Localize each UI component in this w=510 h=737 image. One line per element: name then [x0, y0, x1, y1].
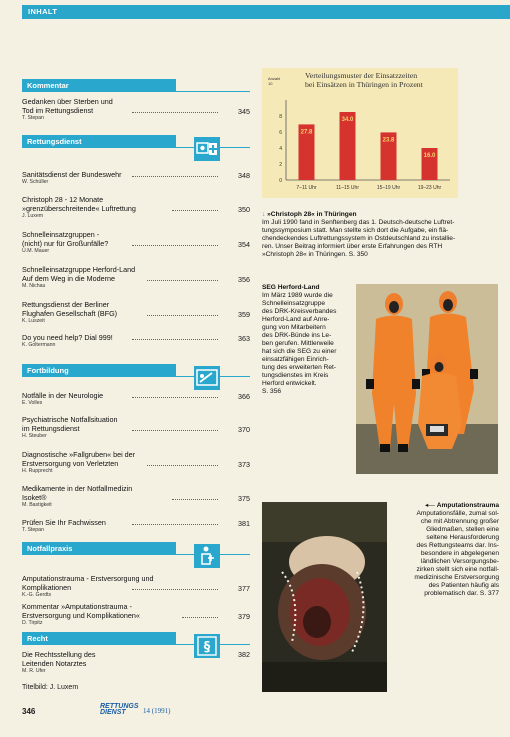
x-tick-label: 7–11 Uhr	[296, 185, 317, 191]
entry-page: 356	[238, 275, 250, 284]
dot-leader	[172, 499, 218, 500]
toc-entry[interactable]	[22, 391, 250, 407]
dot-leader	[147, 280, 218, 281]
data-label: 16.0	[423, 153, 436, 159]
entry-page: 382	[238, 650, 250, 659]
dot-leader	[132, 589, 218, 590]
entry-title: Kommentar »Amputationstrauma -	[22, 602, 132, 611]
x-tick-label: 15–19 Uhr	[376, 185, 401, 191]
toc-entry[interactable]	[22, 574, 250, 599]
entry-author: M. R. Ufer	[22, 668, 46, 674]
dot-leader	[147, 315, 218, 316]
entry-page: 381	[238, 519, 250, 528]
dot-leader	[132, 112, 218, 113]
entry-title: Amputationstrauma - Erstversorgung und	[22, 574, 154, 583]
entry-title-line2: Isoket®	[22, 493, 47, 502]
y-tick-label: 4	[279, 146, 282, 152]
section-recht: Recht	[22, 632, 176, 645]
section-kommentar: Kommentar	[22, 79, 176, 92]
dot-leader	[132, 430, 218, 431]
dot-leader	[172, 210, 218, 211]
caption-line: ren. Unser Beitrag informiert über erste Erfahrungen des RTH	[262, 243, 443, 250]
entry-author: E. Volles	[22, 400, 43, 406]
toc-entry[interactable]	[22, 170, 250, 186]
entry-title: Sanitätsdienst der Bundeswehr	[22, 170, 122, 179]
entry-author: K. Luszeit	[22, 318, 45, 324]
entry-title: Prüfen Sie Ihr Fachwissen	[22, 518, 106, 527]
dot-leader	[132, 524, 218, 525]
arrow-icon: ↓	[262, 211, 266, 218]
data-label: 23.8	[382, 137, 395, 144]
entry-title-line2: »grenzüberschreitende« Luftrettung	[22, 204, 136, 213]
entry-title-line2: im Rettungsdienst	[22, 424, 80, 433]
caption-christoph	[262, 211, 497, 259]
entry-title: Notfälle in der Neurologie	[22, 391, 104, 400]
caption-head: SEG Herford-Land	[262, 284, 320, 291]
entry-page: 345	[238, 107, 250, 116]
entry-author: K. Goltermann	[22, 342, 56, 348]
entry-title: Rettungsdienst der Berliner	[22, 300, 110, 309]
chart-plot	[262, 68, 458, 198]
toc-entry[interactable]	[22, 650, 250, 675]
header-bar	[22, 5, 510, 19]
entry-page: 377	[238, 584, 250, 593]
seg-photo	[356, 284, 498, 474]
entry-author: T. Stepan	[22, 527, 44, 533]
caption-line: chendeckendes Luftrettungssystem in Ostdeutschland zu installie-	[262, 235, 456, 242]
caption-line: »Christoph 28« in Thüringen. S. 350	[262, 251, 368, 258]
dot-leader	[132, 245, 218, 246]
bar-chart	[262, 68, 458, 198]
entry-page: 379	[238, 612, 250, 621]
entry-title-line2: Erstversorgung von Verletzten	[22, 459, 119, 468]
entry-title: Schnelleinsatzgruppe Herford-Land	[22, 265, 136, 274]
entry-title-line2: Leitenden Notarztes	[22, 659, 87, 668]
entry-author: T. Stepan	[22, 115, 44, 121]
section-divider	[22, 91, 250, 92]
entry-page: 366	[238, 392, 250, 401]
entry-author: H. Rupprecht	[22, 468, 53, 474]
entry-author: W. Schüller	[22, 179, 49, 185]
entry-author: J. Luxem	[22, 213, 44, 219]
ambulance-icon	[194, 137, 220, 161]
entry-author: U.M. Mauer	[22, 248, 50, 254]
dot-leader	[182, 617, 218, 618]
entry-title: Christoph 28 - 12 Monate	[22, 195, 104, 204]
dot-leader	[132, 176, 218, 177]
toc-entry[interactable]	[22, 333, 250, 349]
data-label: 27.8	[300, 129, 313, 136]
section-fortbildung: Fortbildung	[22, 364, 176, 377]
entry-page: 354	[238, 240, 250, 249]
toc-entry[interactable]	[22, 195, 250, 220]
toc-entry[interactable]	[22, 484, 250, 509]
entry-title: Gedanken über Sterben und	[22, 97, 113, 106]
entry-title-line2: Flughafen Gesellschaft (BFG)	[22, 309, 118, 318]
section-rettungsdienst: Rettungsdienst	[22, 135, 176, 148]
magazine-logo: RETTUNGS DIENST	[100, 703, 139, 716]
entry-title: Psychiatrische Notfallsituation	[22, 415, 118, 424]
caption-amputation: ◂— Amputationstrauma Amputationsfälle, zumal sol- che mit Abtrennung großer Gliedmaßen, stellen eine seltene Herausforderung des Rettungsteams dar. Ins- besondere in abgelegenen ländlichen Versorgungsbe- zirken stellt sich eine notfall- medizinische Erstversorgung des Patienten häufig als problematisch dar. S. 377	[395, 502, 499, 598]
toc-entry[interactable]	[22, 97, 250, 122]
entry-author: K.-G. Gerdts	[22, 592, 52, 598]
x-tick-label: 11–15 Uhr	[336, 185, 359, 191]
entry-page: 363	[238, 334, 250, 343]
toc-entry[interactable]	[22, 518, 250, 534]
cover-credit: Titelbild: J. Luxem	[22, 684, 79, 691]
entry-page: 373	[238, 460, 250, 469]
y-tick-label: 6	[279, 130, 282, 136]
caption-head: ↓ »Christoph 28« in Thüringen	[262, 211, 357, 218]
caption-seg: SEG Herford-Land Im März 1989 wurde die Schnelleinsatzgruppe des DRK-Kreisverbandes Herford-Land auf Anre- gung von Mitarbeitern des DRK-Bünde ins Le- ben gerufen. Mittlerweile hat sich die SEG zu einer einsatzfähigen Einrich- tung des erweiterten Ret- tungsdienstes im Kreis Herford entwickelt. S. 356	[262, 284, 356, 396]
y-tick-label: 8	[279, 114, 282, 120]
dot-leader	[132, 339, 218, 340]
chart-title: Verteilungsmuster der Einsatzzeiten bei Einsätzen in Thüringen in Prozent	[305, 71, 423, 89]
entry-title-line2: (nicht) nur für Großunfälle?	[22, 239, 109, 248]
entry-author: M. Nichau	[22, 283, 46, 289]
entry-author: H. Steuber	[22, 433, 47, 439]
first-aid-icon	[194, 544, 220, 568]
toc-entry[interactable]	[22, 415, 250, 440]
dot-leader	[147, 465, 218, 466]
entry-author: M. Bastigkeit	[22, 502, 52, 508]
toc-entry[interactable]	[22, 265, 250, 290]
chart-ylabel: Anzahl 10	[268, 76, 281, 86]
amputation-photo	[262, 502, 387, 692]
arrow-left-icon: ◂—	[424, 502, 435, 509]
entry-page: 370	[238, 425, 250, 434]
section-notfallpraxis: Notfallpraxis	[22, 542, 176, 555]
dot-leader	[132, 397, 218, 398]
entry-page: 359	[238, 310, 250, 319]
header-label: INHALT	[28, 7, 58, 16]
entry-author: D. Tirpitz	[22, 620, 43, 626]
toc-entry[interactable]	[22, 450, 250, 475]
svg-text:§: §	[203, 640, 211, 655]
entry-page: 350	[238, 205, 250, 214]
caption-head: ◂— Amputationstrauma	[424, 502, 499, 509]
toc-entry[interactable]	[22, 602, 250, 627]
entry-title-line2: Komplikationen	[22, 583, 72, 592]
caption-line: tungssymposium statt. Man stellte sich dort die Aufgabe, ein flä-	[262, 227, 449, 234]
issue-number: 14 (1991)	[143, 707, 171, 715]
data-label: 34.0	[341, 117, 354, 123]
page-number: 346	[22, 707, 36, 716]
entry-title-line2: Tod im Rettungsdienst	[22, 106, 94, 115]
caption-line: Im Juli 1990 fand in Senftenberg das 1. Deutsch-deutsche Luftret-	[262, 219, 455, 226]
entry-title: Die Rechtsstellung des	[22, 650, 96, 659]
education-icon	[194, 366, 220, 390]
toc-entry[interactable]	[22, 300, 250, 325]
toc-entry[interactable]	[22, 230, 250, 255]
entry-title: Schnelleinsatzgruppen -	[22, 230, 100, 239]
entry-page: 348	[238, 171, 250, 180]
entry-title: Diagnostische »Fallgruben« bei der	[22, 450, 136, 459]
entry-title-line2: Auf dem Weg in die Moderne	[22, 274, 115, 283]
entry-title-line2: Erstversorgung und Komplikationen«	[22, 611, 140, 620]
entry-page: 375	[238, 494, 250, 503]
entry-title: Do you need help? Dial 999!	[22, 333, 113, 342]
x-tick-label: 19–23 Uhr	[417, 185, 442, 191]
entry-title: Medikamente in der Notfallmedizin	[22, 484, 133, 493]
y-tick-label: 2	[279, 162, 282, 168]
y-tick-label: 0	[279, 178, 282, 184]
